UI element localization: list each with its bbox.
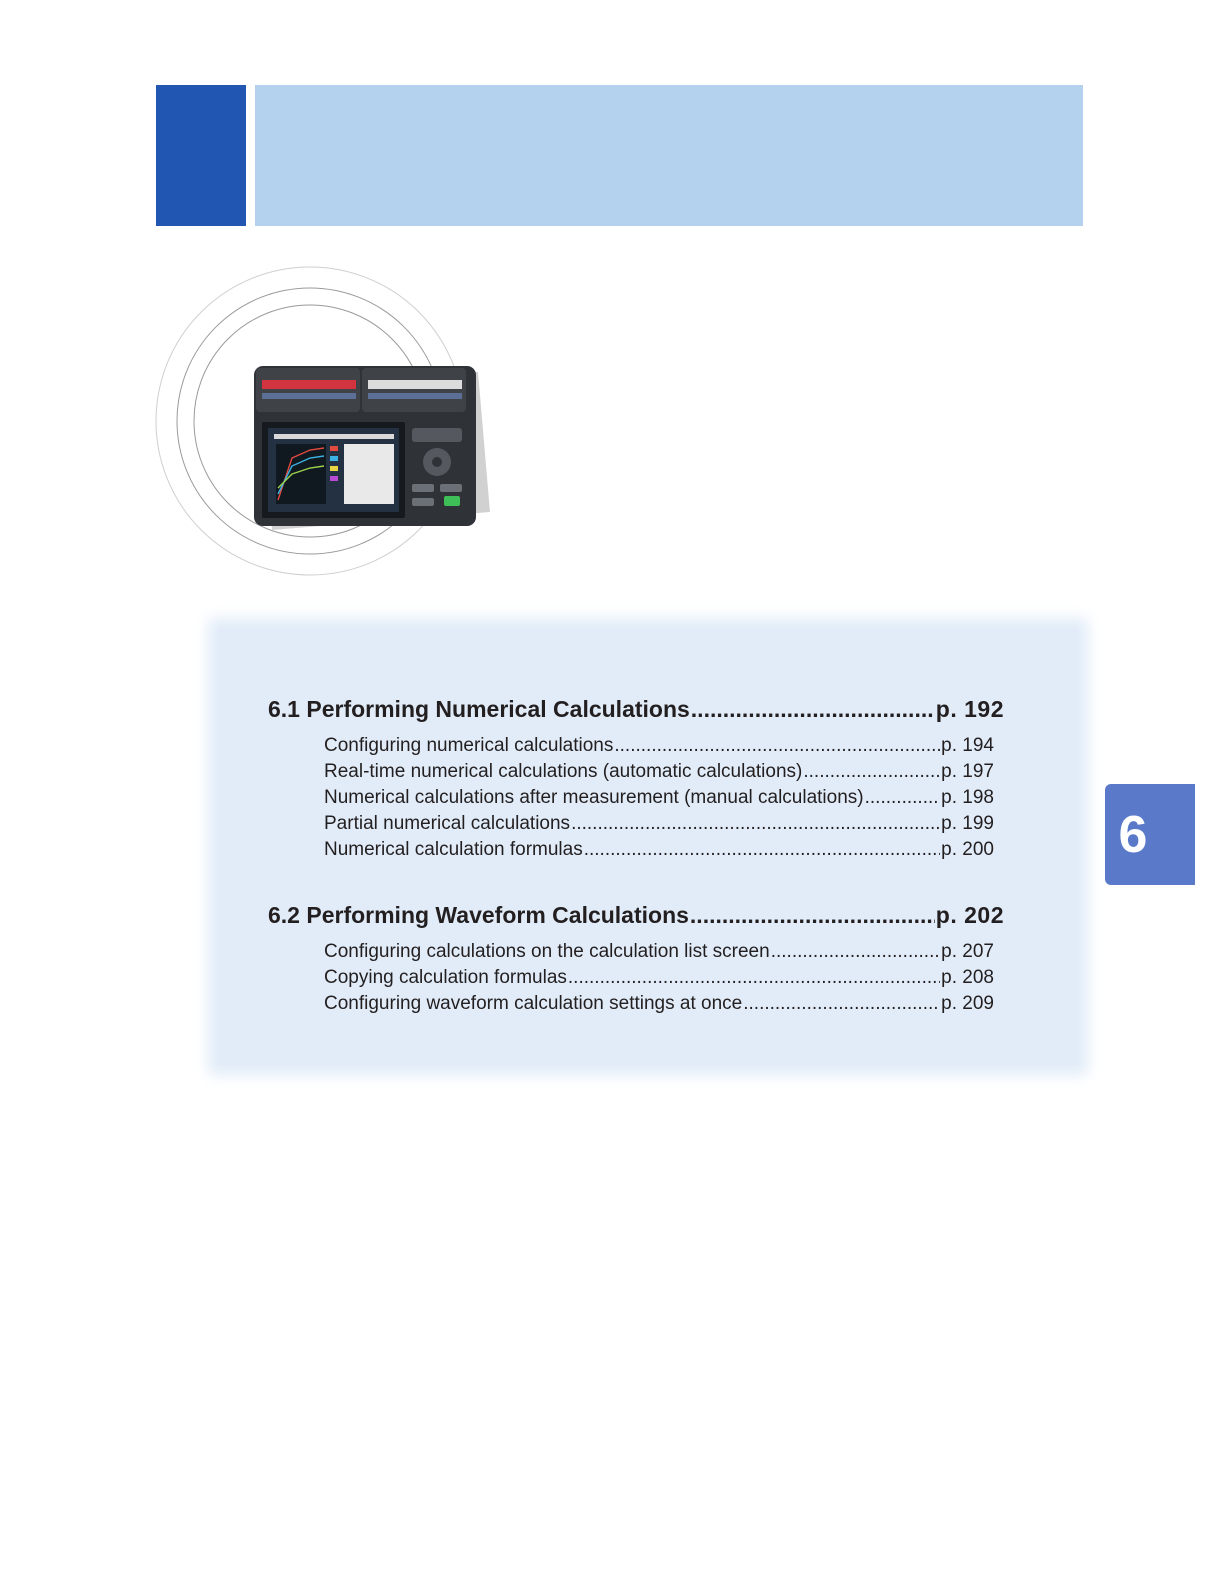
toc-leader-dots (690, 901, 935, 929)
toc-item[interactable] (324, 965, 994, 991)
toc-item-page: p. 207 (941, 941, 994, 962)
toc-item-title: Partial numerical calculations (324, 813, 571, 834)
instrument-illustration (150, 262, 510, 582)
toc-leader-dots (584, 837, 940, 863)
toc-leader-dots (743, 991, 940, 1017)
toc-heading[interactable] (268, 901, 1004, 929)
toc-subitems (268, 733, 1004, 863)
toc-item-title: Configuring waveform calculation settings at once (324, 993, 743, 1014)
chapter-tab[interactable] (1105, 784, 1195, 885)
toc-heading-page: p. 192 (935, 696, 1004, 722)
toc-item-title: Real-time numerical calculations (automatic calculations) (324, 761, 803, 782)
toc-item-title: Numerical calculations after measurement (manual calculations) (324, 787, 864, 808)
toc-item[interactable] (324, 837, 994, 863)
toc-section-6-2 (268, 901, 1004, 1017)
toc-heading-title: 6.1 Performing Numerical Calculations (268, 696, 690, 722)
toc-heading[interactable] (268, 695, 1004, 723)
toc-item[interactable] (324, 785, 994, 811)
toc-leader-dots (571, 811, 940, 837)
toc-item-title: Configuring numerical calculations (324, 735, 614, 756)
toc-item-page: p. 209 (941, 993, 994, 1014)
toc-leader-dots (803, 759, 940, 785)
chapter-header-marker (156, 85, 246, 226)
toc-item-page: p. 199 (941, 813, 994, 834)
toc-item-page: p. 194 (941, 735, 994, 756)
toc-item[interactable] (324, 811, 994, 837)
toc-item[interactable] (324, 733, 994, 759)
toc-heading-page: p. 202 (935, 902, 1004, 928)
toc-item[interactable] (324, 939, 994, 965)
toc-leader-dots (691, 695, 935, 723)
toc-subitems (268, 939, 1004, 1017)
toc-item-title: Copying calculation formulas (324, 967, 567, 988)
chapter-number: 6 (1118, 805, 1148, 864)
toc-section-6-1 (268, 695, 1004, 863)
toc-item-page: p. 198 (941, 787, 994, 808)
toc-item-title: Numerical calculation formulas (324, 839, 583, 860)
toc-leader-dots (771, 939, 940, 965)
chapter-header-banner (255, 85, 1083, 226)
toc-item[interactable] (324, 759, 994, 785)
toc-leader-dots (568, 965, 940, 991)
toc-leader-dots (865, 785, 941, 811)
toc-leader-dots (614, 733, 940, 759)
toc-item-page: p. 200 (941, 839, 994, 860)
toc-item-page: p. 197 (941, 761, 994, 782)
toc-item-title: Configuring calculations on the calculation list screen (324, 941, 770, 962)
toc-item[interactable] (324, 991, 994, 1017)
toc-heading-title: 6.2 Performing Waveform Calculations (268, 902, 689, 928)
toc-item-page: p. 208 (941, 967, 994, 988)
